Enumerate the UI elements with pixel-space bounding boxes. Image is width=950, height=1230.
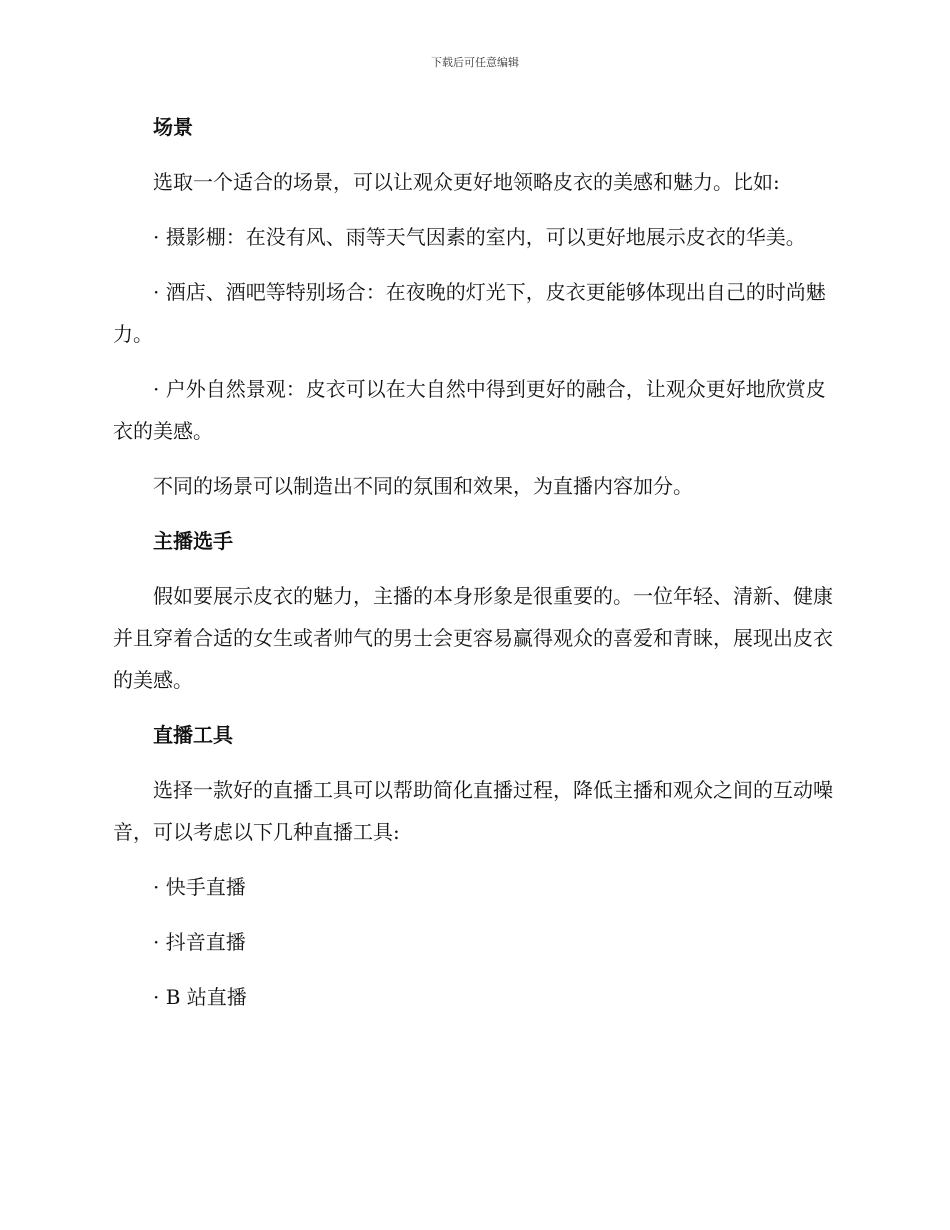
list-item: · B 站直播 <box>153 985 247 1009</box>
page-header: 下载后可任意编辑 <box>431 56 519 69</box>
list-item: · 摄影棚：在没有风、雨等天气因素的室内，可以更好地展示皮衣的华美。 <box>153 225 806 249</box>
list-item: · 抖音直播 <box>153 930 246 954</box>
list-item: · 酒店、酒吧等特别场合：在夜晚的灯光下，皮衣更能够体现出自己的时尚魅力。 <box>113 280 826 346</box>
section-heading-scene: 场景 <box>153 115 193 139</box>
paragraph: 不同的场景可以制造出不同的氛围和效果，为直播内容加分。 <box>153 474 693 498</box>
paragraph: 假如要展示皮衣的魅力，主播的本身形象是很重要的。一位年轻、清新、健康并且穿着合适的女生或者帅气的男士会更容易赢得观众的喜爱和青睐，展现出皮衣的美感。 <box>113 584 833 692</box>
list-item: · 户外自然景观：皮衣可以在大自然中得到更好的融合，让观众更好地欣赏皮衣的美感。 <box>113 377 826 443</box>
section-heading-host: 主播选手 <box>153 529 233 553</box>
paragraph: 选取一个适合的场景，可以让观众更好地领略皮衣的美感和魅力。比如: <box>153 170 780 194</box>
document-body <box>113 106 833 1031</box>
section-heading-tools: 直播工具 <box>153 723 233 747</box>
paragraph: 选择一款好的直播工具可以帮助简化直播过程，降低主播和观众之间的互动噪音，可以考虑以下几种直播工具: <box>113 778 833 844</box>
list-item: · 快手直播 <box>153 875 246 899</box>
